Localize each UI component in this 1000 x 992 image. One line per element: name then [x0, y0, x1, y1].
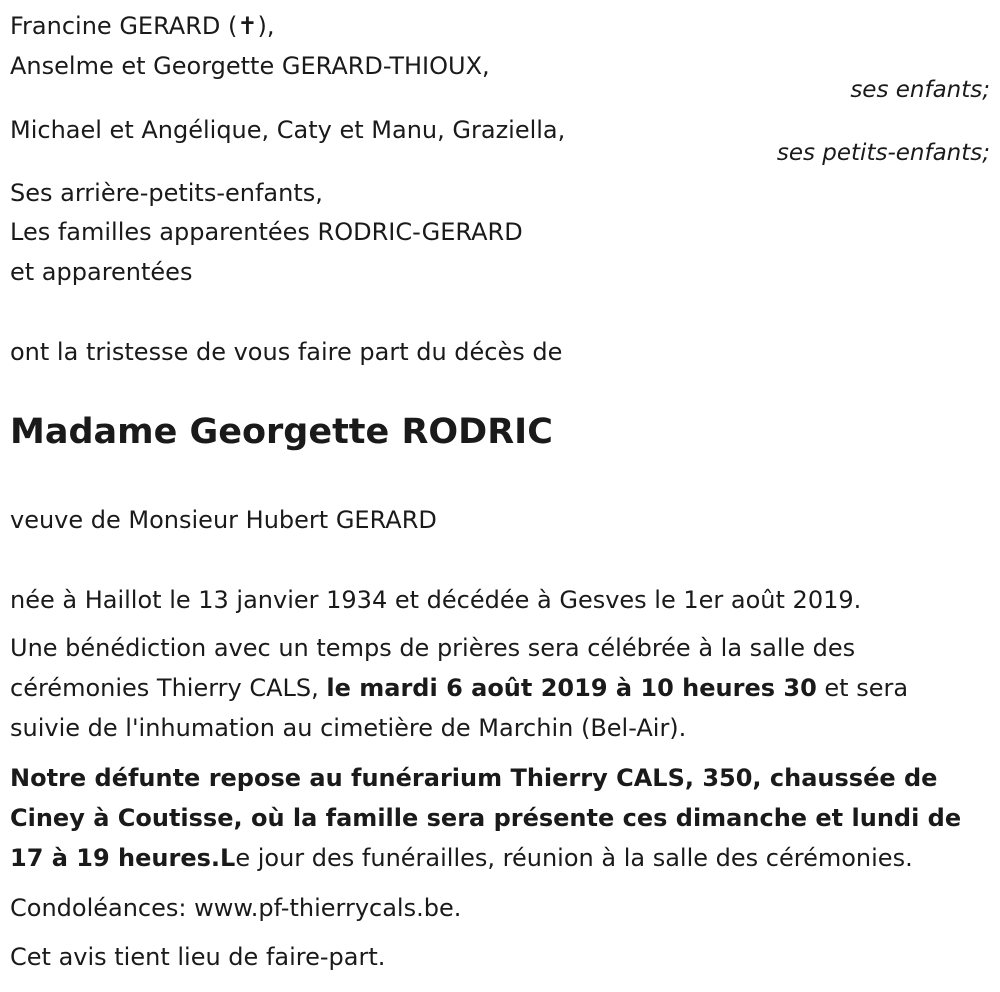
children-label: ses enfants;: [850, 77, 990, 103]
ceremony-date: le mardi 6 août 2019 à 10 heures 30: [326, 674, 817, 702]
condolences-line: Condoléances: www.pf-thierrycals.be.: [10, 894, 462, 922]
birth-death-line: née à Haillot le 13 janvier 1934 et décédée à Gesves le 1er août 2019.: [10, 586, 862, 614]
grandchildren-line: Michael et Angélique, Caty et Manu, Graziella,: [10, 116, 566, 144]
ceremony-intro: Une bénédiction avec un temps de prières sera célébrée à la salle des cérémonies Thierry CALS,: [10, 634, 856, 702]
announcement-line: ont la tristesse de vous faire part du décès de: [10, 338, 563, 366]
visitation-bold: Notre défunte repose au funérarium Thierry CALS, 350, chaussée de Ciney à Coutisse, où la famille sera présente ces dimanche et lundi de 17 à 19 heures.L: [10, 764, 962, 872]
ceremony-outro: et sera suivie de l'inhumation au cimetière de Marchin (Bel-Air).: [10, 674, 909, 742]
great-grandchildren-line: Ses arrière-petits-enfants,: [10, 179, 323, 207]
children-line-2: Anselme et Georgette GERARD-THIOUX,: [10, 52, 490, 80]
ceremony-paragraph: [10, 628, 970, 748]
notice-line: Cet avis tient lieu de faire-part.: [10, 943, 386, 971]
related-families-line: Les familles apparentées RODRIC-GERARD: [10, 218, 523, 246]
grandchildren-label: ses petits-enfants;: [776, 140, 990, 166]
deceased-name: Madame Georgette RODRIC: [10, 412, 553, 452]
visitation-paragraph: [10, 758, 985, 878]
widow-of-line: veuve de Monsieur Hubert GERARD: [10, 506, 437, 534]
related-suffix-line: et apparentées: [10, 258, 193, 286]
children-line-1: Francine GERARD (✝),: [10, 12, 275, 40]
visitation-normal: e jour des funérailles, réunion à la salle des cérémonies.: [235, 844, 913, 872]
